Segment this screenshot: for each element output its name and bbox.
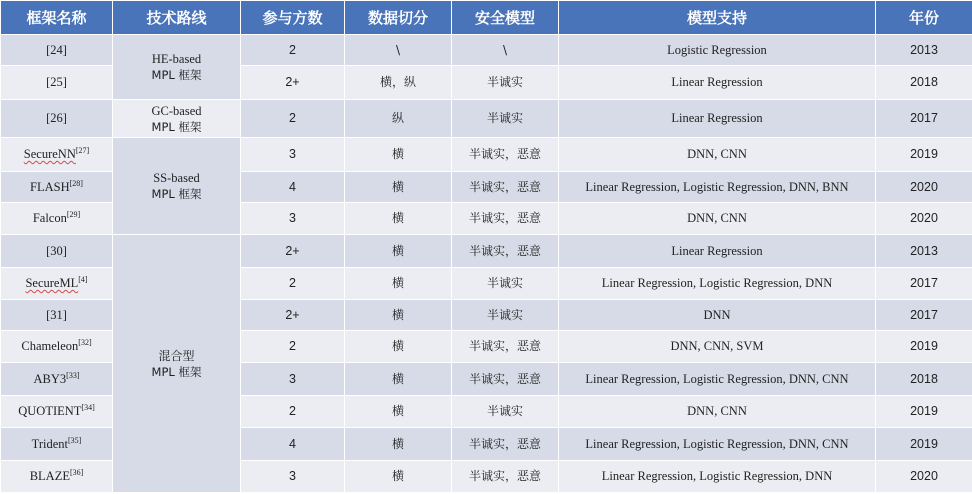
security-model-cell: 半诚实，恶意 <box>452 203 559 235</box>
technical-route-line1: GC-based <box>151 103 202 118</box>
year-cell: 2020 <box>876 203 972 235</box>
data-partition-cell: 横 <box>345 461 452 493</box>
citation-ref: [36] <box>69 467 84 477</box>
year-cell: 2013 <box>876 235 972 268</box>
year-cell: 2017 <box>876 300 972 331</box>
model-support-cell: Linear Regression <box>559 235 876 268</box>
framework-name: QUOTIENT <box>18 404 82 418</box>
party-count-cell: 3 <box>241 138 345 172</box>
header-technical-route: 技术路线 <box>113 1 241 35</box>
citation-ref: [4] <box>78 274 88 284</box>
security-model-cell: 半诚实，恶意 <box>452 428 559 461</box>
header-party-count: 参与方数 <box>241 1 345 35</box>
security-model-cell: 半诚实，恶意 <box>452 461 559 493</box>
framework-name: Trident <box>31 436 69 451</box>
framework-name: Falcon <box>32 211 67 225</box>
year-cell: 2018 <box>876 66 972 100</box>
model-support-cell: Linear Regression, Logistic Regression, DNN <box>559 268 876 300</box>
security-model-cell: 半诚实 <box>452 396 559 428</box>
technical-route-line2: MPL 框架 <box>151 364 202 379</box>
technical-route-cell <box>113 100 241 138</box>
party-count-cell: 2 <box>241 331 345 363</box>
data-partition-cell: 横 <box>345 396 452 428</box>
data-partition-cell: 横 <box>345 363 452 396</box>
framework-name-cell <box>1 100 113 138</box>
party-count-cell: 2+ <box>241 300 345 331</box>
year-cell: 2020 <box>876 461 972 493</box>
header-model-support: 模型支持 <box>559 1 876 35</box>
security-model-cell: \ <box>452 35 559 66</box>
header-framework-name: 框架名称 <box>1 1 113 35</box>
framework-name: FLASH <box>30 179 70 194</box>
party-count-cell: 4 <box>241 172 345 203</box>
technical-route-line1: 混合型 <box>158 348 195 363</box>
data-partition-cell: 横 <box>345 268 452 300</box>
party-count-cell: 2 <box>241 100 345 138</box>
model-support-cell: Linear Regression, Logistic Regression, DNN, CNN <box>559 428 876 461</box>
technical-route-line1: SS-based <box>153 171 200 185</box>
model-support-cell: Linear Regression, Logistic Regression, DNN <box>559 461 876 493</box>
technical-route-cell <box>113 35 241 100</box>
model-support-cell: DNN, CNN <box>559 203 876 235</box>
year-cell: 2017 <box>876 268 972 300</box>
framework-name-cell <box>1 35 113 66</box>
framework-name-cell <box>1 138 113 172</box>
header-data-partition: 数据切分 <box>345 1 452 35</box>
table-row <box>1 100 972 138</box>
security-model-cell: 半诚实 <box>452 100 559 138</box>
party-count-cell: 2 <box>241 396 345 428</box>
header-year: 年份 <box>876 1 972 35</box>
framework-name-cell <box>1 203 113 235</box>
technical-route-line1: HE-based <box>151 52 202 66</box>
party-count-cell: 3 <box>241 461 345 493</box>
framework-name-cell <box>1 300 113 331</box>
security-model-cell: 半诚实 <box>452 268 559 300</box>
model-support-cell: DNN, CNN <box>559 396 876 428</box>
party-count-cell: 2+ <box>241 235 345 268</box>
citation-ref: [34] <box>81 402 95 412</box>
security-model-cell: 半诚实，恶意 <box>452 363 559 396</box>
citation-ref: [33] <box>66 370 80 380</box>
framework-name: SecureNN <box>23 147 76 161</box>
technical-route-line2: MPL 框架 <box>151 119 202 134</box>
party-count-cell: 2 <box>241 35 345 66</box>
model-support-cell: Linear Regression <box>559 66 876 100</box>
framework-name-cell <box>1 66 113 100</box>
framework-name: SecureML <box>25 276 79 290</box>
party-count-cell: 3 <box>241 363 345 396</box>
framework-name-cell <box>1 268 113 300</box>
table-row <box>1 235 972 268</box>
year-cell: 2013 <box>876 35 972 66</box>
data-partition-cell: 横 <box>345 203 452 235</box>
framework-name: [30] <box>46 243 67 258</box>
year-cell: 2019 <box>876 331 972 363</box>
framework-name-cell <box>1 428 113 461</box>
data-partition-cell: 横 <box>345 172 452 203</box>
framework-name: Chameleon <box>21 339 79 353</box>
party-count-cell: 4 <box>241 428 345 461</box>
table-row <box>1 138 972 172</box>
security-model-cell: 半诚实，恶意 <box>452 331 559 363</box>
data-partition-cell: 横 <box>345 428 452 461</box>
header-security-model: 安全模型 <box>452 1 559 35</box>
year-cell: 2019 <box>876 428 972 461</box>
model-support-cell: Linear Regression <box>559 100 876 138</box>
party-count-cell: 3 <box>241 203 345 235</box>
year-cell: 2020 <box>876 172 972 203</box>
technical-route-line2: MPL 框架 <box>151 187 202 201</box>
data-partition-cell: 横，纵 <box>345 66 452 100</box>
framework-name: [25] <box>46 75 67 89</box>
framework-name: BLAZE <box>29 469 70 483</box>
technical-route-line2: MPL 框架 <box>151 68 202 82</box>
framework-name-cell <box>1 461 113 493</box>
model-support-cell: DNN, CNN <box>559 138 876 172</box>
model-support-cell: DNN <box>559 300 876 331</box>
technical-route-cell <box>113 138 241 235</box>
header-row <box>1 1 972 35</box>
data-partition-cell: \ <box>345 35 452 66</box>
citation-ref: [28] <box>69 178 83 188</box>
year-cell: 2017 <box>876 100 972 138</box>
citation-ref: [32] <box>78 337 92 347</box>
framework-name-cell <box>1 331 113 363</box>
framework-name: ABY3 <box>33 371 67 386</box>
model-support-cell: Linear Regression, Logistic Regression, DNN, CNN <box>559 363 876 396</box>
year-cell: 2018 <box>876 363 972 396</box>
model-support-cell: Linear Regression, Logistic Regression, DNN, BNN <box>559 172 876 203</box>
data-partition-cell: 纵 <box>345 100 452 138</box>
data-partition-cell: 横 <box>345 138 452 172</box>
table-body <box>1 35 972 493</box>
citation-ref: [29] <box>66 209 81 219</box>
year-cell: 2019 <box>876 138 972 172</box>
citation-ref: [35] <box>68 435 82 445</box>
security-model-cell: 半诚实，恶意 <box>452 235 559 268</box>
data-partition-cell: 横 <box>345 331 452 363</box>
table-row <box>1 35 972 66</box>
framework-name-cell <box>1 363 113 396</box>
framework-name-cell <box>1 396 113 428</box>
framework-name-cell <box>1 172 113 203</box>
data-partition-cell: 横 <box>345 235 452 268</box>
citation-ref: [27] <box>75 145 90 155</box>
model-support-cell: DNN, CNN, SVM <box>559 331 876 363</box>
security-model-cell: 半诚实，恶意 <box>452 138 559 172</box>
party-count-cell: 2+ <box>241 66 345 100</box>
security-model-cell: 半诚实 <box>452 300 559 331</box>
framework-name: [31] <box>46 307 67 322</box>
framework-name: [26] <box>46 111 67 125</box>
technical-route-cell <box>113 235 241 493</box>
party-count-cell: 2 <box>241 268 345 300</box>
year-cell: 2019 <box>876 396 972 428</box>
framework-name: [24] <box>46 42 67 57</box>
framework-name-cell <box>1 235 113 268</box>
security-model-cell: 半诚实，恶意 <box>452 172 559 203</box>
data-partition-cell: 横 <box>345 300 452 331</box>
security-model-cell: 半诚实 <box>452 66 559 100</box>
model-support-cell: Logistic Regression <box>559 35 876 66</box>
